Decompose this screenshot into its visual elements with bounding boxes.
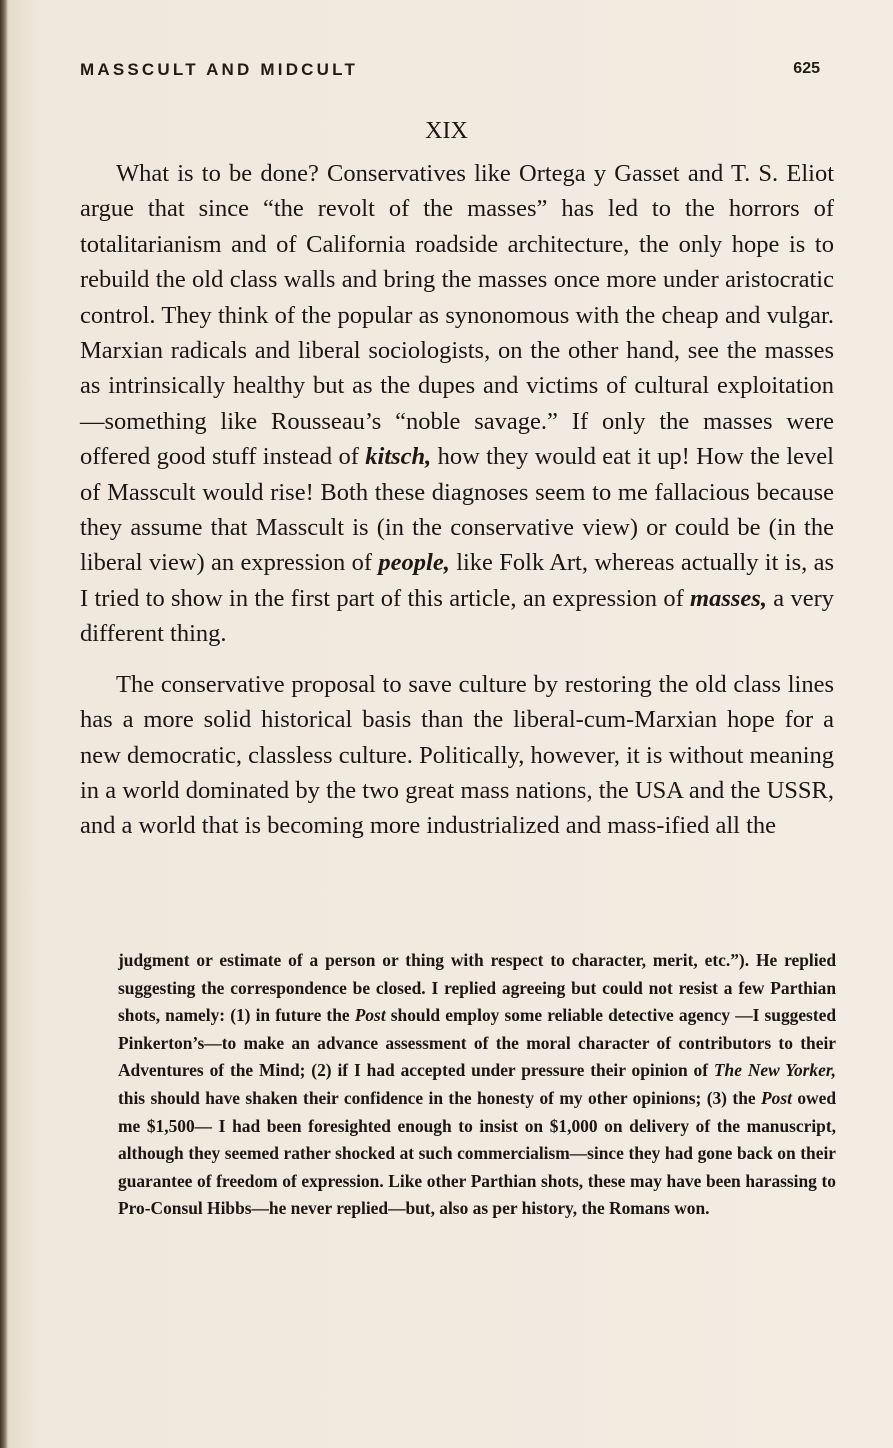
emphasis-people: people, bbox=[378, 549, 450, 577]
paragraph-2: The conservative proposal to save culture by restoring the old class lines has a more solid historical basis than the liberal-cum-Marxian hope for a new democratic, classless culture. Politically, however, it is without meaning in a world dominated by the two great mass nations, the USA and the USSR, and a world that is becoming more industrialized and mass-ified all the bbox=[80, 670, 834, 840]
section-heading: XIX bbox=[425, 118, 468, 144]
body-text bbox=[80, 156, 834, 844]
binding-edge bbox=[0, 0, 8, 1448]
page-number: 625 bbox=[793, 60, 820, 77]
emphasis-post: Post bbox=[761, 1087, 792, 1108]
running-head bbox=[80, 60, 840, 86]
footnote bbox=[118, 947, 836, 1223]
emphasis-post: Post bbox=[354, 1005, 386, 1026]
emphasis-masses: masses, bbox=[690, 584, 767, 612]
footnote-text: judgment or estimate of a person or thing with respect to character, merit, etc.”). He replied suggesting the correspondence be closed. I replied agreeing but could not resist a few Parthian shots, namely: (1) in future the Post should employ some reliable detective agency —I suggested Pinkerton’s—to make an advance assessment of the moral character of contributors to their Adventures of the Mind; (2) if I had accepted under pressure their opinion of The New Yorker, this should have shaken their confidence in the honesty of my other opinions; (3) the Post owed me $1,500— I had been foresighted enough to insist on $1,000 on delivery of the manuscript, although they seemed rather shocked at such commercialism—since they had gone back on their guarantee of freedom of expression. Like other Parthian shots, these may have been harassing to Pro-Consul Hibbs—he never replied—but, also as per history, the Romans won. bbox=[118, 950, 836, 1219]
emphasis-new-yorker: The New Yorker, bbox=[713, 1060, 836, 1081]
emphasis-kitsch: kitsch, bbox=[365, 443, 432, 471]
paragraph-1: What is to be done? Conservatives like Ortega y Gasset and T. S. Eliot argue that since “the revolt of the masses” has led to the horrors of totalitarianism and of California roadside architecture, the only hope is to rebuild the old class walls and bring the masses once more under aristocratic control. They think of the popular as synonomous with the cheap and vulgar. Marxian radicals and liberal sociologists, on the other hand, see the masses as intrinsically healthy but as the dupes and victims of cultural exploitation—something like Rousseau’s “noble savage.” If only the masses were offered good stuff instead of kitsch, how they would eat it up! How the level of Masscult would rise! Both these diagnoses seem to me fallacious because they assume that Masscult is (in the conservative view) or could be (in the liberal view) an expression of people, like Folk Art, whereas actually it is, as I tried to show in the first part of this article, an expression of masses, a very different thing. bbox=[80, 160, 834, 648]
running-head-title: MASSCULT AND MIDCULT bbox=[80, 60, 359, 79]
